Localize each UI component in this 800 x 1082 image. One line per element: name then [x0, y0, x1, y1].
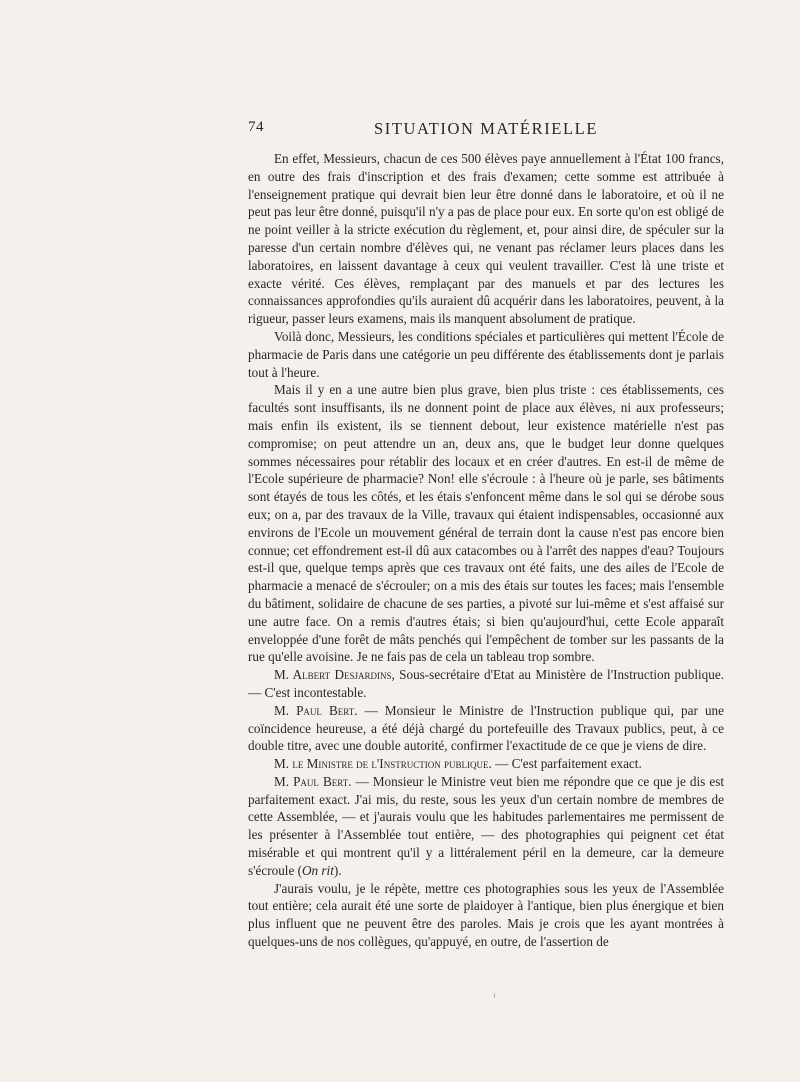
paragraph	[248, 381, 724, 666]
speech-paragraph	[248, 773, 724, 880]
paragraph-text: Voilà donc, Messieurs, les conditions spéciales et particulières qui mettent l'École de pharmacie de Paris dans une catégorie un peu différente des établissements dont je parlais tout à l'heure.	[248, 328, 724, 380]
running-title: SITUATION MATÉRIELLE	[373, 119, 598, 138]
speech-paragraph	[248, 702, 724, 755]
stage-direction: On rit	[302, 862, 334, 878]
speaker-name: M. le Ministre de l'Instruction publique	[274, 756, 489, 772]
speaker-name: M. Paul Bert	[274, 773, 349, 789]
paragraph	[248, 880, 724, 951]
speech-text: . — Monsieur le Ministre veut bien me répondre que ce que je dis est parfaitement exact. J'ai mis, du reste, sous les yeux d'un certain nombre de membres de cette Assemblée, — et j'aurais voulu que les habitudes parlementaires me permissent de les présenter à l'Assemblée tout entière, — des photographies qui peignent cet état misérable et qui montrent qu'il y a littéralement péril en la demeure, car la demeure s'écroule (	[248, 773, 725, 878]
speech-text: . — Monsieur le Ministre de l'Instruction publique qui, par une coïncidence heureuse, a été déjà chargé du portefeuille des Travaux publics, peut, à ce double titre, avec une double autorité, confirmer l'exactitude de ce que je viens de dire.	[248, 702, 724, 754]
speech-text: , Sous-secrétaire d'Etat au Ministère de l'Instruction publique. — C'est incontestable.	[248, 667, 724, 700]
paper-speck	[494, 993, 495, 998]
body-text	[248, 150, 724, 951]
speech-paragraph	[248, 666, 724, 702]
speech-paragraph	[248, 755, 724, 773]
paragraph-text: Mais il y en a une autre bien plus grave, bien plus triste : ces établissements, ces facultés sont insuffisants, ils ne donnent point de place aux élèves, ni aux professeurs; mais enfin ils existent, ils se tiennent debout, leur existence matérielle n'est pas compromise; on peut attendre un an, deux ans, que le budget leur donne quelques sommes nécessaires pour rétablir des locaux et en créer d'autres. En est-il de même de l'Ecole supérieure de pharmacie? Non! elle s'écroule : à l'heure où je parle, ses bâtiments sont étayés de tous les côtés, et les étais s'enfoncent même dans le sol qui se dérobe sous eux; on a, par des travaux de la Ville, travaux qui étaient indispensables, occasionné aux environs de l'Ecole un mouvement général de terrain dont la cause n'est pas encore bien connue; cet effondrement est-il dû aux catacombes ou à l'arrêt des nappes d'eau? Toujours est-il que, quelque temps après que ces travaux ont été faits, une des ailes de l'Ecole de pharmacie a menacé de s'écrouler; on a mis des étais sur toutes les faces; mais l'ensemble du bâtiment, solidaire de chacune de ses parties, a pivoté sur lui-même et s'est affaisé sur une autre face. On a remis d'autres étais; si bien qu'aujourd'hui, cette Ecole apparaît enveloppée d'une forêt de mâts penchés qui l'empêchent de tomber sur les passants de la rue qu'elle avoisine. Je ne fais pas de cela un tableau trop sombre.	[248, 382, 724, 665]
speaker-name: M. Paul Bert	[274, 702, 355, 718]
speaker-name: M. Albert Desjardins	[274, 667, 392, 683]
paragraph-text: En effet, Messieurs, chacun de ces 500 élèves paye annuellement à l'État 100 francs, en outre des frais d'inscription et des frais d'examen; cette somme est attribuée à l'enseignement pratique qui devrait bien leur être donné dans le laboratoire, et où il ne peut pas leur être donné, puisqu'il n'y a pas de place pour eux. En sorte qu'on est obligé de ne point veiller à la stricte exécution du règlement, et, pour ainsi dire, de spéculer sur la paresse d'un certain nombre d'élèves qui, ne venant pas réclamer leurs places dans les laboratoires, en laissent davantage à ceux qui veulent travailler. C'est là une triste et exacte vérité. Ces élèves, remplaçant par des manuels et par des lectures les connaissances approfondies qu'ils auraient dû acquérir dans les laboratoires, peuvent, à la rigueur, passer leurs examens, mais ils manquent absolument de pratique.	[248, 151, 724, 327]
paragraph-text: J'aurais voulu, je le répète, mettre ces photographies sous les yeux de l'Assemblée tout entière; cela aurait été une sorte de plaidoyer à l'antique, bien plus énergique et bien plus influent que ne peuvent être des paroles. Mais je crois que les ayant montrées à quelques-uns de nos collègues, qu'appuyé, en outre, de l'assertion de	[248, 880, 724, 950]
page-number: 74	[248, 119, 264, 135]
paragraph	[248, 150, 724, 328]
page-header	[248, 119, 724, 141]
speech-tail: ).	[333, 862, 342, 878]
paragraph	[248, 328, 724, 381]
speech-text: . — C'est parfaitement exact.	[488, 756, 642, 772]
